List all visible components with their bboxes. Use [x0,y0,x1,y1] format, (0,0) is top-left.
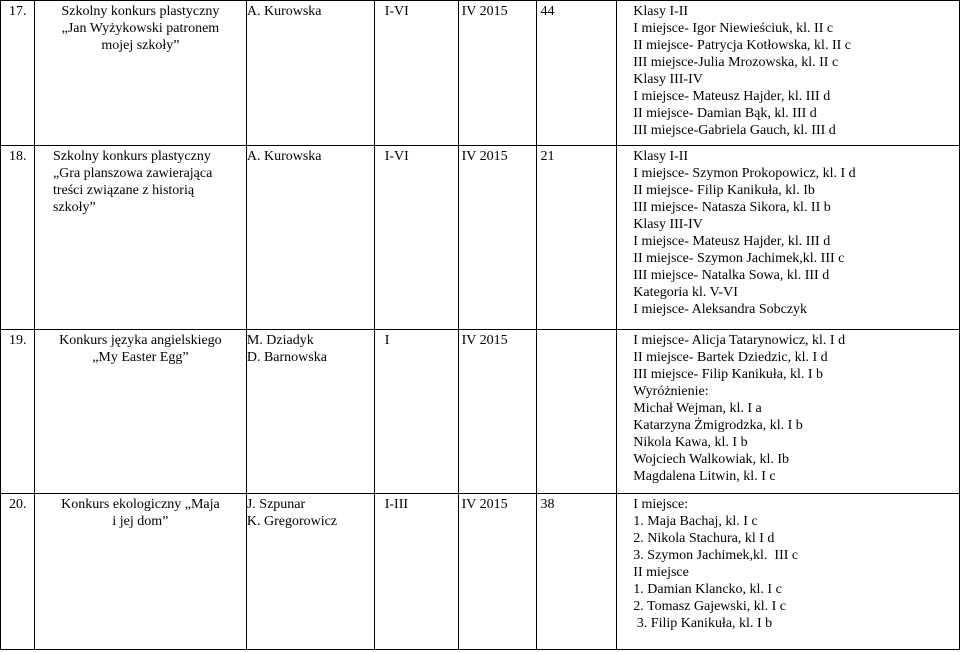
table-row [1,494,960,650]
results: I miejsce- Alicja Tatarynowicz, kl. I d II miejsce- Bartek Dziedzic, kl. I d III miejsce- Filip Kanikuła, kl. I b Wyróżnienie: Michał Wejman, kl. I a Katarzyna Żmigrodzka, kl. I b Nikola Kawa, kl. I b Wojciech Walkowiak, kl. Ib Magdalena Litwin, kl. I c [617,330,960,494]
organizer: M. Dziadyk D. Barnowska [246,330,374,494]
date: IV 2015 [458,1,537,146]
classes: I-VI [374,1,458,146]
date: IV 2015 [458,330,537,494]
table-row [1,146,960,330]
row-number: 18. [1,146,35,330]
contest-name: Szkolny konkurs plastyczny „Gra planszowa zawierająca treści związane z historią szkoły” [34,146,246,330]
row-number: 19. [1,330,35,494]
contest-name: Szkolny konkurs plastyczny „Jan Wyżykowski patronem mojej szkoły” [34,1,246,146]
results: Klasy I-II I miejsce- Igor Niewieściuk, kl. II c II miejsce- Patrycja Kotłowska, kl. II c III miejsce-Julia Mrozowska, kl. II c Klasy III-IV I miejsce- Mateusz Hajder, kl. III d II miejsce- Damian Bąk, kl. III d III miejsce-Gabriela Gauch, kl. III d [617,1,960,146]
participants [537,330,617,494]
results: I miejsce: 1. Maja Bachaj, kl. I c 2. Nikola Stachura, kl I d 3. Szymon Jachimek,kl. III c II miejsce 1. Damian Klancko, kl. I c 2. Tomasz Gajewski, kl. I c 3. Filip Kanikuła, kl. I b [617,494,960,650]
table-row [1,1,960,146]
organizer: A. Kurowska [246,146,374,330]
results: Klasy I-II I miejsce- Szymon Prokopowicz, kl. I d II miejsce- Filip Kanikuła, kl. Ib III miejsce- Natasza Sikora, kl. II b Klasy III-IV I miejsce- Mateusz Hajder, kl. III d II miejsce- Szymon Jachimek,kl. III c III miejsce- Natalka Sowa, kl. III d Kategoria kl. V-VI I miejsce- Aleksandra Sobczyk [617,146,960,330]
classes: I [374,330,458,494]
row-number: 17. [1,1,35,146]
organizer: J. Szpunar K. Gregorowicz [246,494,374,650]
participants: 38 [537,494,617,650]
date: IV 2015 [458,146,537,330]
classes: I-VI [374,146,458,330]
organizer: A. Kurowska [246,1,374,146]
date: IV 2015 [458,494,537,650]
contest-name: Konkurs ekologiczny „Maja i jej dom” [34,494,246,650]
participants: 44 [537,1,617,146]
table-row [1,330,960,494]
participants: 21 [537,146,617,330]
classes: I-III [374,494,458,650]
contest-name: Konkurs języka angielskiego „My Easter Egg” [34,330,246,494]
row-number: 20. [1,494,35,650]
